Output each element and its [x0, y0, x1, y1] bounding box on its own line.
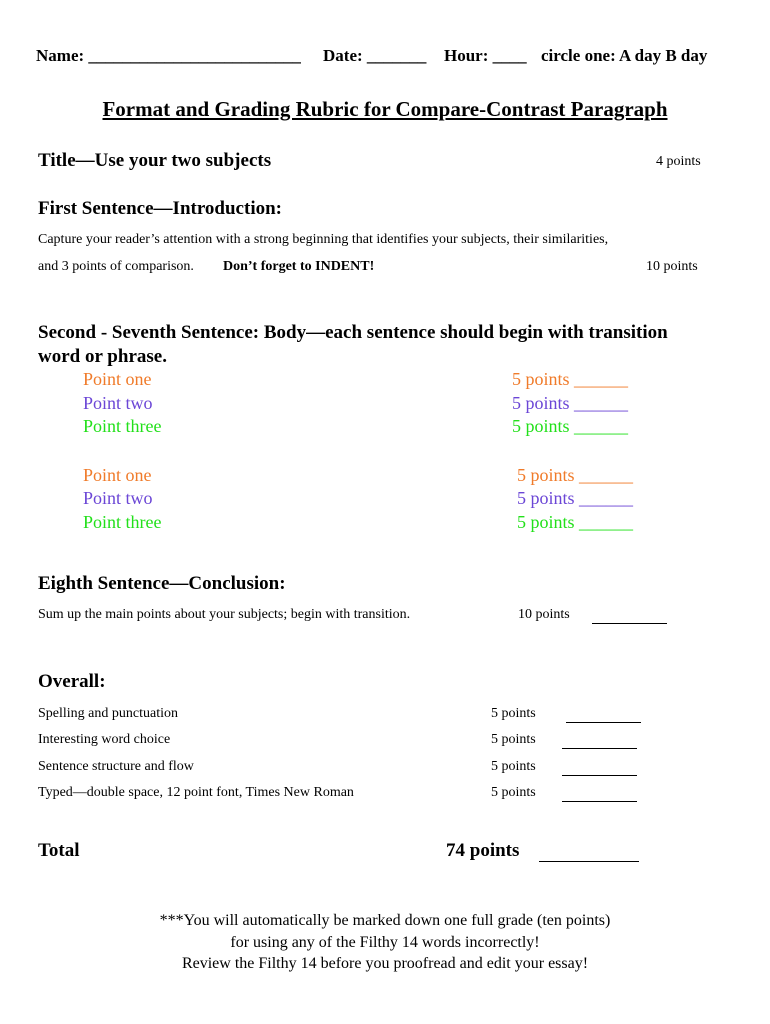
overall-row-points: 5 points — [491, 785, 536, 800]
group2-point-two-score: 5 points ______ — [517, 488, 634, 508]
group1-point-one-label: Point one — [83, 369, 152, 389]
group1-point-two-label: Point two — [83, 393, 153, 413]
document-title: Format and Grading Rubric for Compare-Contrast Paragraph — [102, 97, 668, 121]
footer-warning-line2: for using any of the Filthy 14 words incorrectly! — [230, 934, 540, 951]
overall-row-blank — [562, 785, 637, 802]
title-section-heading: Title—Use your two subjects — [38, 150, 272, 171]
group1-point-three-score: 5 points ______ — [512, 416, 629, 436]
indent-reminder: Don’t forget to INDENT! — [223, 259, 375, 274]
group2-point-one-label: Point one — [83, 465, 152, 485]
overall-row-label: Sentence structure and flow — [38, 759, 194, 774]
conclusion-heading: Eighth Sentence—Conclusion: — [38, 573, 286, 594]
body-heading-line2: word or phrase. — [38, 346, 167, 367]
title-section-points: 4 points — [656, 154, 701, 169]
group2-point-one-score: 5 points ______ — [517, 465, 634, 485]
body-heading-line1: Second - Seventh Sentence: Body—each sentence should begin with transition — [38, 322, 668, 343]
total-score-blank — [539, 842, 639, 862]
overall-row-points: 5 points — [491, 732, 536, 747]
group2-point-three-label: Point three — [83, 512, 162, 532]
overall-row-label: Typed—double space, 12 point font, Times New Roman — [38, 785, 354, 800]
overall-row-points: 5 points — [491, 706, 536, 721]
overall-row-blank — [562, 732, 637, 749]
overall-row-points: 5 points — [491, 759, 536, 774]
overall-row-label: Interesting word choice — [38, 732, 171, 747]
total-label: Total — [38, 840, 80, 861]
intro-heading: First Sentence—Introduction: — [38, 198, 282, 219]
hour-field-label: Hour: ____ — [444, 46, 527, 65]
name-field-label: Name: _________________________ — [36, 46, 301, 65]
conclusion-description: Sum up the main points about your subjects; begin with transition. — [38, 607, 411, 622]
overall-heading: Overall: — [38, 671, 106, 692]
footer-warning-line1: ***You will automatically be marked down one full grade (ten points) — [159, 912, 611, 929]
conclusion-score-blank — [592, 607, 667, 624]
intro-points: 10 points — [646, 259, 698, 274]
intro-description-line2: and 3 points of comparison. — [38, 259, 194, 274]
overall-row-blank — [562, 759, 637, 776]
footer-warning-line3: Review the Filthy 14 before you proofread and edit your essay! — [181, 955, 589, 972]
group2-point-three-score: 5 points ______ — [517, 512, 634, 532]
intro-description-line1: Capture your reader’s attention with a strong beginning that identifies your subjects, their similarities, — [38, 232, 609, 247]
day-choice-label: circle one: A day B day — [541, 46, 708, 65]
group1-point-one-score: 5 points ______ — [512, 369, 629, 389]
overall-row-blank — [566, 706, 641, 723]
group1-point-two-score: 5 points ______ — [512, 393, 629, 413]
conclusion-points: 10 points — [518, 607, 570, 622]
date-field-label: Date: _______ — [323, 46, 427, 65]
total-points: 74 points — [446, 840, 520, 861]
group2-point-two-label: Point two — [83, 488, 153, 508]
group1-point-three-label: Point three — [83, 416, 162, 436]
overall-row-label: Spelling and punctuation — [38, 706, 178, 721]
